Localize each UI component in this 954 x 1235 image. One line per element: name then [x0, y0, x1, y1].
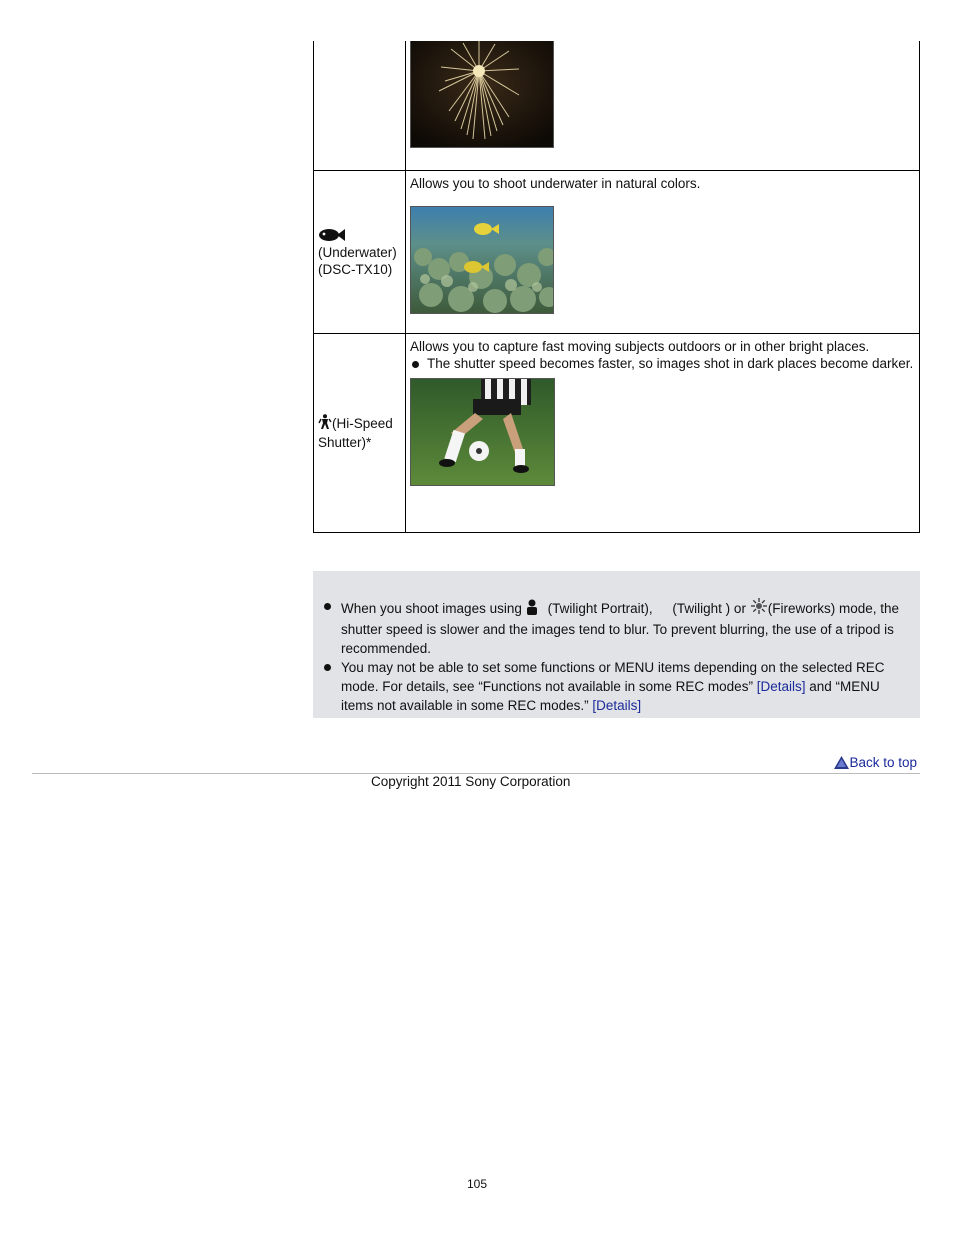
mode-description: Allows you to capture fast moving subjects outdoors or in other bright places.	[410, 338, 870, 354]
note-text: You may not be able to set some functions or MENU items depending on the selected REC mode. For details, see “Functions not available in some REC modes”	[341, 660, 885, 694]
description-cell	[406, 333, 920, 532]
mode-description: Allows you to shoot underwater in natural colors.	[410, 175, 701, 191]
note-text: and “MENU items not available in some REC modes.”	[341, 679, 880, 713]
mode-label: (Hi-Speed Shutter)*	[318, 416, 393, 450]
scene-mode-table	[313, 41, 920, 533]
fish-icon	[318, 228, 401, 244]
note-text: (Twilight Portrait),	[547, 601, 653, 616]
list-item: The shutter speed becomes faster, so images shot in dark places become darker.	[410, 355, 915, 372]
details-link-functions[interactable]: [Details]	[756, 679, 806, 694]
page-number: 105	[466, 1177, 488, 1191]
note-box	[313, 571, 920, 718]
note-list	[323, 597, 912, 715]
note-text: When you shoot images using	[341, 601, 522, 616]
fireworks-icon	[750, 597, 768, 620]
description-cell	[406, 170, 920, 333]
table-row	[314, 333, 920, 532]
list-item	[323, 597, 912, 658]
copyright-text: Copyright 2011 Sony Corporation	[371, 774, 571, 789]
mode-sublabel: (DSC-TX10)	[318, 261, 393, 277]
back-to-top-label: Back to top	[849, 755, 917, 770]
table-row	[314, 41, 920, 170]
underwater-fish-photo	[410, 206, 554, 314]
twilight-portrait-icon	[526, 597, 548, 620]
back-to-top-link[interactable]	[834, 755, 917, 772]
running-figure-icon	[318, 414, 332, 434]
up-triangle-icon	[834, 756, 849, 772]
mode-label: (Underwater)	[318, 244, 397, 260]
note-text: (Twilight ) or	[672, 601, 746, 616]
mode-cell-hi-speed	[314, 333, 406, 532]
details-link-menu-items[interactable]: [Details]	[592, 698, 642, 713]
list-item	[323, 658, 912, 715]
description-cell	[406, 41, 920, 170]
soccer-player-photo	[410, 378, 555, 486]
twilight-moon-icon	[656, 597, 672, 620]
table-row	[314, 170, 920, 333]
fireworks-photo	[410, 41, 554, 148]
bullet-list	[410, 355, 915, 372]
note-text: (Fireworks) mode, the shutter speed is slower and the images tend to blur. To prevent blurring, the use of a tripod is recommended.	[341, 601, 899, 656]
mode-cell-underwater	[314, 170, 406, 333]
mode-cell	[314, 41, 406, 170]
